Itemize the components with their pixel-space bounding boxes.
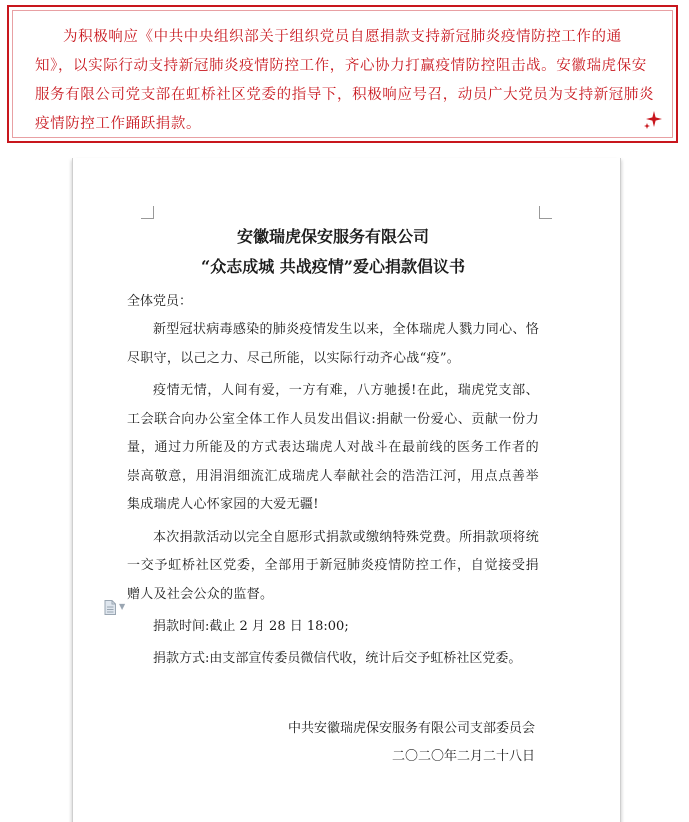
notice-inner-frame — [12, 10, 673, 138]
sparkle-icon — [642, 109, 664, 131]
document-icon — [104, 600, 116, 615]
paragraph-3: 本次捐款活动以完全自愿形式捐款或缴纳特殊党费。所捐款项将统一交予虹桥社区党委，全部用于新冠肺炎疫情防控工作，自觉接受捐赠人及社会公众的监督。 — [127, 529, 539, 602]
paragraph-1: 新型冠状病毒感染的肺炎疫情发生以来，全体瑞虎人戮力同心、恪尽职守，以己之力、尽己所能，以实际行动齐心战“疫”。 — [127, 322, 539, 366]
document-title: “众志成城 共战疫情”爱心捐款倡议书 — [201, 257, 465, 276]
paragraph-2: 疫情无情，人间有爱，一方有难，八方驰援!在此，瑞虎党支部、工会联合向办公室全体工作人员发出倡议:捐献一份爱心、贡献一份力量，通过力所能及的方式表达瑞虎人对战斗在最前线的医务工作者的崇高敬意，用涓涓细流汇成瑞虎人奉献社会的浩浩江河，用点点善举集成瑞虎人心怀家园的大爱无疆! — [127, 383, 539, 512]
donation-method: 捐款方式:由支部宣传委员微信代收，统计后交予虹桥社区党委。 — [153, 651, 522, 666]
salutation: 全体党员： — [127, 294, 193, 309]
signature-date: 二〇二〇年二月二十八日 — [391, 749, 535, 764]
notice-text: 为积极响应《中共中央组织部关于组织党员自愿捐款支持新冠肺炎疫情防控工作的通知》，以实际行动支持新冠肺炎疫情防控工作，齐心协力打赢疫情防控阻击战。安徽瑞虎保安服务有限公司党支部在虹桥社区党委的指导下，积极响应号召，动员广大党员为支持新冠肺炎疫情防控工作踊跃捐款。 — [35, 29, 655, 132]
document-options-button[interactable] — [104, 599, 134, 615]
document-content — [127, 222, 539, 771]
document-page — [72, 158, 621, 822]
document-title-company: 安徽瑞虎保安服务有限公司 — [236, 227, 429, 246]
signature-organization: 中共安徽瑞虎保安服务有限公司支部委员会 — [287, 721, 535, 736]
notice-box — [7, 5, 678, 143]
chevron-down-icon: ▼ — [119, 602, 126, 611]
page-corner-mark-right — [539, 206, 552, 219]
donation-time: 捐款时间:截止 2 月 28 日 18:00; — [153, 619, 349, 634]
page-corner-mark-left — [141, 206, 154, 219]
